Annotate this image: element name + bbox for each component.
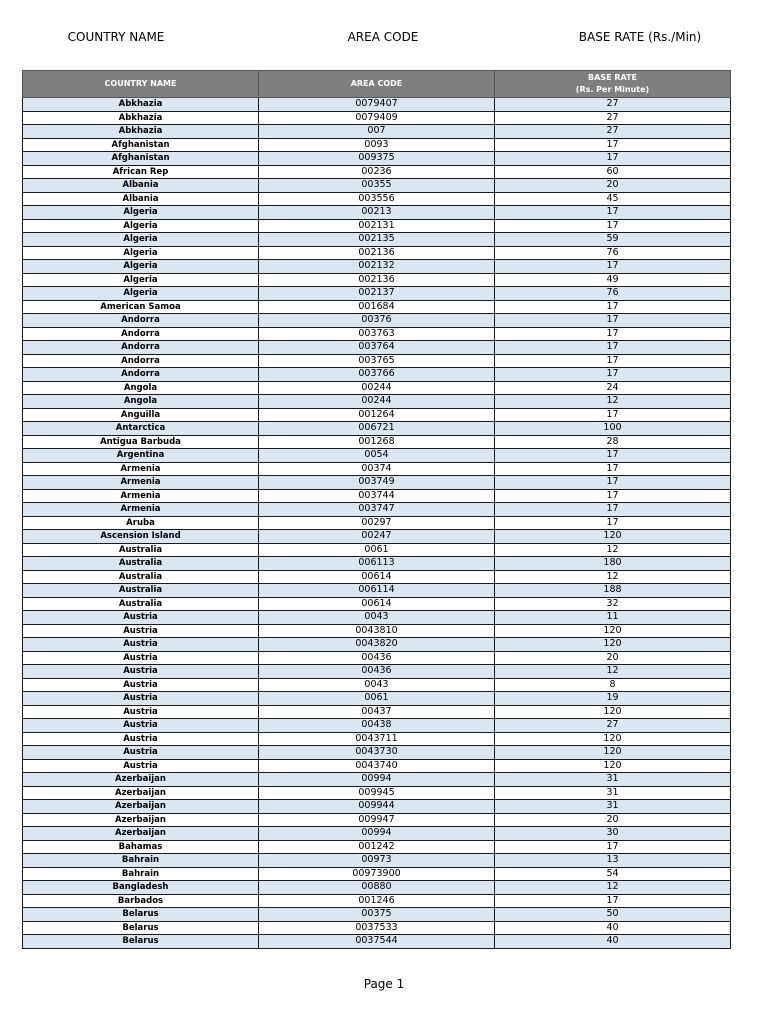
table-row bbox=[23, 651, 731, 665]
cell-area-code: 00614 bbox=[259, 570, 495, 584]
cell-base-rate: 20 bbox=[495, 813, 731, 827]
cell-area-code: 00244 bbox=[259, 395, 495, 409]
cell-country: Austria bbox=[23, 705, 259, 719]
cell-area-code: 002136 bbox=[259, 246, 495, 260]
cell-base-rate: 12 bbox=[495, 395, 731, 409]
cell-base-rate: 40 bbox=[495, 921, 731, 935]
cell-country: Austria bbox=[23, 638, 259, 652]
table-row bbox=[23, 422, 731, 436]
cell-base-rate: 13 bbox=[495, 854, 731, 868]
cell-country: Abkhazia bbox=[23, 111, 259, 125]
cell-country: Algeria bbox=[23, 260, 259, 274]
table-row bbox=[23, 260, 731, 274]
cell-base-rate: 17 bbox=[495, 408, 731, 422]
cell-country: Australia bbox=[23, 543, 259, 557]
cell-base-rate: 180 bbox=[495, 557, 731, 571]
cell-base-rate: 31 bbox=[495, 800, 731, 814]
cell-country: African Rep bbox=[23, 165, 259, 179]
cell-base-rate: 54 bbox=[495, 867, 731, 881]
table-row bbox=[23, 597, 731, 611]
cell-base-rate: 40 bbox=[495, 935, 731, 949]
cell-area-code: 00973 bbox=[259, 854, 495, 868]
table-row bbox=[23, 800, 731, 814]
cell-base-rate: 12 bbox=[495, 543, 731, 557]
cell-area-code: 009375 bbox=[259, 152, 495, 166]
cell-area-code: 003747 bbox=[259, 503, 495, 517]
cell-base-rate: 17 bbox=[495, 489, 731, 503]
table-row bbox=[23, 908, 731, 922]
cell-country: Azerbaijan bbox=[23, 827, 259, 841]
cell-area-code: 009944 bbox=[259, 800, 495, 814]
cell-area-code: 0043810 bbox=[259, 624, 495, 638]
table-row bbox=[23, 665, 731, 679]
cell-country: Belarus bbox=[23, 935, 259, 949]
table-row bbox=[23, 867, 731, 881]
cell-area-code: 0061 bbox=[259, 692, 495, 706]
table-row bbox=[23, 368, 731, 382]
cell-base-rate: 17 bbox=[495, 219, 731, 233]
cell-area-code: 003744 bbox=[259, 489, 495, 503]
cell-base-rate: 11 bbox=[495, 611, 731, 625]
cell-base-rate: 59 bbox=[495, 233, 731, 247]
cell-base-rate: 49 bbox=[495, 273, 731, 287]
cell-area-code: 001246 bbox=[259, 894, 495, 908]
table-header-row bbox=[23, 71, 731, 98]
cell-country: Australia bbox=[23, 584, 259, 598]
cell-base-rate: 120 bbox=[495, 705, 731, 719]
cell-country: Austria bbox=[23, 624, 259, 638]
table-body bbox=[23, 98, 731, 949]
table-row bbox=[23, 233, 731, 247]
table-row bbox=[23, 408, 731, 422]
cell-base-rate: 19 bbox=[495, 692, 731, 706]
cell-country: Andorra bbox=[23, 368, 259, 382]
cell-base-rate: 120 bbox=[495, 759, 731, 773]
cell-country: Afghanistan bbox=[23, 138, 259, 152]
cell-base-rate: 120 bbox=[495, 746, 731, 760]
cell-country: Abkhazia bbox=[23, 98, 259, 112]
cell-country: Algeria bbox=[23, 246, 259, 260]
cell-base-rate: 76 bbox=[495, 246, 731, 260]
cell-country: Azerbaijan bbox=[23, 813, 259, 827]
table-row bbox=[23, 705, 731, 719]
cell-country: Anguilla bbox=[23, 408, 259, 422]
cell-country: Armenia bbox=[23, 503, 259, 517]
table-row bbox=[23, 192, 731, 206]
cell-country: Bahrain bbox=[23, 867, 259, 881]
cell-base-rate: 31 bbox=[495, 786, 731, 800]
cell-base-rate: 28 bbox=[495, 435, 731, 449]
table-row bbox=[23, 746, 731, 760]
cell-area-code: 003749 bbox=[259, 476, 495, 490]
cell-area-code: 00438 bbox=[259, 719, 495, 733]
cell-country: Bangladesh bbox=[23, 881, 259, 895]
cell-base-rate: 12 bbox=[495, 665, 731, 679]
cell-country: Antarctica bbox=[23, 422, 259, 436]
cell-country: Afghanistan bbox=[23, 152, 259, 166]
cell-area-code: 0079409 bbox=[259, 111, 495, 125]
cell-country: Austria bbox=[23, 732, 259, 746]
cell-country: Aruba bbox=[23, 516, 259, 530]
table-row bbox=[23, 273, 731, 287]
cell-base-rate: 27 bbox=[495, 125, 731, 139]
cell-area-code: 0054 bbox=[259, 449, 495, 463]
cell-area-code: 00437 bbox=[259, 705, 495, 719]
cell-area-code: 009945 bbox=[259, 786, 495, 800]
cell-area-code: 001264 bbox=[259, 408, 495, 422]
cell-area-code: 006113 bbox=[259, 557, 495, 571]
cell-base-rate: 120 bbox=[495, 638, 731, 652]
cell-base-rate: 45 bbox=[495, 192, 731, 206]
cell-base-rate: 17 bbox=[495, 327, 731, 341]
rates-table bbox=[22, 70, 731, 949]
table-row bbox=[23, 921, 731, 935]
cell-area-code: 00244 bbox=[259, 381, 495, 395]
cell-base-rate: 27 bbox=[495, 719, 731, 733]
cell-base-rate: 31 bbox=[495, 773, 731, 787]
cell-base-rate: 60 bbox=[495, 165, 731, 179]
cell-area-code: 00994 bbox=[259, 773, 495, 787]
table-row bbox=[23, 624, 731, 638]
cell-area-code: 00614 bbox=[259, 597, 495, 611]
table-row bbox=[23, 894, 731, 908]
cell-base-rate: 188 bbox=[495, 584, 731, 598]
cell-country: Angola bbox=[23, 381, 259, 395]
table-row bbox=[23, 638, 731, 652]
cell-area-code: 0043 bbox=[259, 611, 495, 625]
table-row bbox=[23, 206, 731, 220]
table-row bbox=[23, 827, 731, 841]
cell-area-code: 001684 bbox=[259, 300, 495, 314]
cell-base-rate: 120 bbox=[495, 530, 731, 544]
table-row bbox=[23, 395, 731, 409]
table-row bbox=[23, 813, 731, 827]
cell-area-code: 0043711 bbox=[259, 732, 495, 746]
cell-base-rate: 24 bbox=[495, 381, 731, 395]
cell-base-rate: 30 bbox=[495, 827, 731, 841]
table-row bbox=[23, 125, 731, 139]
column-header-base-rate bbox=[495, 71, 731, 98]
table-row bbox=[23, 840, 731, 854]
cell-base-rate: 17 bbox=[495, 840, 731, 854]
cell-base-rate: 17 bbox=[495, 206, 731, 220]
table-row bbox=[23, 692, 731, 706]
cell-area-code: 003763 bbox=[259, 327, 495, 341]
table-row bbox=[23, 516, 731, 530]
cell-area-code: 0043 bbox=[259, 678, 495, 692]
table-row bbox=[23, 489, 731, 503]
table-row bbox=[23, 246, 731, 260]
table-row bbox=[23, 503, 731, 517]
cell-area-code: 0061 bbox=[259, 543, 495, 557]
cell-area-code: 003556 bbox=[259, 192, 495, 206]
cell-base-rate: 17 bbox=[495, 152, 731, 166]
cell-base-rate: 120 bbox=[495, 732, 731, 746]
table-row bbox=[23, 138, 731, 152]
page-header-base-rate: BASE RATE (Rs./Min) bbox=[578, 30, 702, 44]
cell-area-code: 007 bbox=[259, 125, 495, 139]
cell-country: Andorra bbox=[23, 314, 259, 328]
cell-base-rate: 17 bbox=[495, 354, 731, 368]
cell-base-rate: 20 bbox=[495, 179, 731, 193]
cell-area-code: 00375 bbox=[259, 908, 495, 922]
cell-area-code: 0043730 bbox=[259, 746, 495, 760]
cell-country: Azerbaijan bbox=[23, 800, 259, 814]
table-row bbox=[23, 381, 731, 395]
cell-base-rate: 17 bbox=[495, 314, 731, 328]
table-row bbox=[23, 300, 731, 314]
cell-country: Barbados bbox=[23, 894, 259, 908]
cell-area-code: 009947 bbox=[259, 813, 495, 827]
cell-country: Austria bbox=[23, 611, 259, 625]
cell-country: Australia bbox=[23, 557, 259, 571]
page-number: Page 1 bbox=[363, 977, 405, 991]
cell-country: Armenia bbox=[23, 489, 259, 503]
cell-area-code: 002136 bbox=[259, 273, 495, 287]
table-row bbox=[23, 881, 731, 895]
cell-base-rate: 27 bbox=[495, 111, 731, 125]
cell-area-code: 0043740 bbox=[259, 759, 495, 773]
cell-base-rate: 76 bbox=[495, 287, 731, 301]
cell-country: Ascension Island bbox=[23, 530, 259, 544]
table-row bbox=[23, 732, 731, 746]
table-row bbox=[23, 327, 731, 341]
table-row bbox=[23, 287, 731, 301]
cell-country: Algeria bbox=[23, 287, 259, 301]
column-header-base-rate-line1: BASE RATE bbox=[588, 73, 637, 82]
cell-country: Andorra bbox=[23, 354, 259, 368]
cell-country: Algeria bbox=[23, 273, 259, 287]
table-row bbox=[23, 543, 731, 557]
table-row bbox=[23, 476, 731, 490]
cell-area-code: 002132 bbox=[259, 260, 495, 274]
cell-area-code: 00297 bbox=[259, 516, 495, 530]
table-row bbox=[23, 152, 731, 166]
cell-area-code: 00973900 bbox=[259, 867, 495, 881]
cell-area-code: 00374 bbox=[259, 462, 495, 476]
cell-country: Algeria bbox=[23, 233, 259, 247]
cell-country: Azerbaijan bbox=[23, 786, 259, 800]
cell-area-code: 003766 bbox=[259, 368, 495, 382]
cell-area-code: 00994 bbox=[259, 827, 495, 841]
cell-country: Andorra bbox=[23, 327, 259, 341]
table-row bbox=[23, 314, 731, 328]
cell-country: Belarus bbox=[23, 921, 259, 935]
cell-country: American Samoa bbox=[23, 300, 259, 314]
cell-country: Austria bbox=[23, 746, 259, 760]
cell-country: Austria bbox=[23, 692, 259, 706]
page-header-country: COUNTRY NAME bbox=[67, 30, 165, 44]
cell-area-code: 003765 bbox=[259, 354, 495, 368]
cell-country: Algeria bbox=[23, 206, 259, 220]
cell-base-rate: 12 bbox=[495, 881, 731, 895]
cell-country: Austria bbox=[23, 719, 259, 733]
table-row bbox=[23, 935, 731, 949]
cell-country: Austria bbox=[23, 651, 259, 665]
cell-country: Azerbaijan bbox=[23, 773, 259, 787]
cell-country: Armenia bbox=[23, 462, 259, 476]
table-row bbox=[23, 678, 731, 692]
table-row bbox=[23, 530, 731, 544]
cell-country: Australia bbox=[23, 570, 259, 584]
cell-area-code: 0037544 bbox=[259, 935, 495, 949]
table-row bbox=[23, 854, 731, 868]
cell-country: Albania bbox=[23, 192, 259, 206]
cell-base-rate: 17 bbox=[495, 894, 731, 908]
cell-base-rate: 17 bbox=[495, 462, 731, 476]
cell-area-code: 00236 bbox=[259, 165, 495, 179]
table-row bbox=[23, 719, 731, 733]
cell-base-rate: 8 bbox=[495, 678, 731, 692]
cell-area-code: 0043820 bbox=[259, 638, 495, 652]
cell-base-rate: 17 bbox=[495, 341, 731, 355]
table-row bbox=[23, 584, 731, 598]
cell-area-code: 001242 bbox=[259, 840, 495, 854]
cell-base-rate: 17 bbox=[495, 260, 731, 274]
cell-area-code: 00880 bbox=[259, 881, 495, 895]
cell-area-code: 002131 bbox=[259, 219, 495, 233]
cell-area-code: 00213 bbox=[259, 206, 495, 220]
table-row bbox=[23, 557, 731, 571]
cell-base-rate: 12 bbox=[495, 570, 731, 584]
cell-area-code: 0037533 bbox=[259, 921, 495, 935]
cell-country: Angola bbox=[23, 395, 259, 409]
cell-country: Belarus bbox=[23, 908, 259, 922]
table-row bbox=[23, 179, 731, 193]
column-header-base-rate-line2: (Rs. Per Minute) bbox=[575, 85, 650, 94]
cell-area-code: 003764 bbox=[259, 341, 495, 355]
cell-area-code: 00376 bbox=[259, 314, 495, 328]
cell-country: Andorra bbox=[23, 341, 259, 355]
cell-area-code: 0093 bbox=[259, 138, 495, 152]
cell-base-rate: 17 bbox=[495, 516, 731, 530]
table-row bbox=[23, 341, 731, 355]
cell-base-rate: 100 bbox=[495, 422, 731, 436]
cell-country: Australia bbox=[23, 597, 259, 611]
cell-country: Austria bbox=[23, 759, 259, 773]
table-row bbox=[23, 98, 731, 112]
cell-base-rate: 17 bbox=[495, 449, 731, 463]
cell-area-code: 00436 bbox=[259, 651, 495, 665]
cell-area-code: 002137 bbox=[259, 287, 495, 301]
table-row bbox=[23, 219, 731, 233]
table-row bbox=[23, 449, 731, 463]
cell-base-rate: 17 bbox=[495, 476, 731, 490]
cell-base-rate: 17 bbox=[495, 300, 731, 314]
cell-area-code: 001268 bbox=[259, 435, 495, 449]
cell-area-code: 002135 bbox=[259, 233, 495, 247]
cell-country: Abkhazia bbox=[23, 125, 259, 139]
table-row bbox=[23, 165, 731, 179]
cell-country: Antigua Barbuda bbox=[23, 435, 259, 449]
cell-country: Algeria bbox=[23, 219, 259, 233]
cell-area-code: 00436 bbox=[259, 665, 495, 679]
cell-area-code: 006721 bbox=[259, 422, 495, 436]
cell-base-rate: 17 bbox=[495, 503, 731, 517]
cell-area-code: 00355 bbox=[259, 179, 495, 193]
cell-base-rate: 27 bbox=[495, 98, 731, 112]
cell-base-rate: 17 bbox=[495, 138, 731, 152]
cell-country: Bahamas bbox=[23, 840, 259, 854]
cell-base-rate: 50 bbox=[495, 908, 731, 922]
table-row bbox=[23, 435, 731, 449]
table-row bbox=[23, 111, 731, 125]
cell-country: Albania bbox=[23, 179, 259, 193]
table-row bbox=[23, 759, 731, 773]
column-header-area-code: AREA CODE bbox=[259, 71, 495, 98]
table-row bbox=[23, 462, 731, 476]
cell-area-code: 00247 bbox=[259, 530, 495, 544]
cell-country: Armenia bbox=[23, 476, 259, 490]
cell-country: Austria bbox=[23, 665, 259, 679]
table-row bbox=[23, 773, 731, 787]
cell-area-code: 0079407 bbox=[259, 98, 495, 112]
column-header-country: COUNTRY NAME bbox=[23, 71, 259, 98]
page-header bbox=[0, 30, 768, 48]
page-header-area-code: AREA CODE bbox=[347, 30, 419, 44]
cell-country: Austria bbox=[23, 678, 259, 692]
table-row bbox=[23, 570, 731, 584]
cell-country: Argentina bbox=[23, 449, 259, 463]
cell-area-code: 006114 bbox=[259, 584, 495, 598]
cell-base-rate: 17 bbox=[495, 368, 731, 382]
table-row bbox=[23, 611, 731, 625]
cell-country: Bahrain bbox=[23, 854, 259, 868]
table-row bbox=[23, 354, 731, 368]
table-row bbox=[23, 786, 731, 800]
cell-base-rate: 32 bbox=[495, 597, 731, 611]
cell-base-rate: 20 bbox=[495, 651, 731, 665]
cell-base-rate: 120 bbox=[495, 624, 731, 638]
